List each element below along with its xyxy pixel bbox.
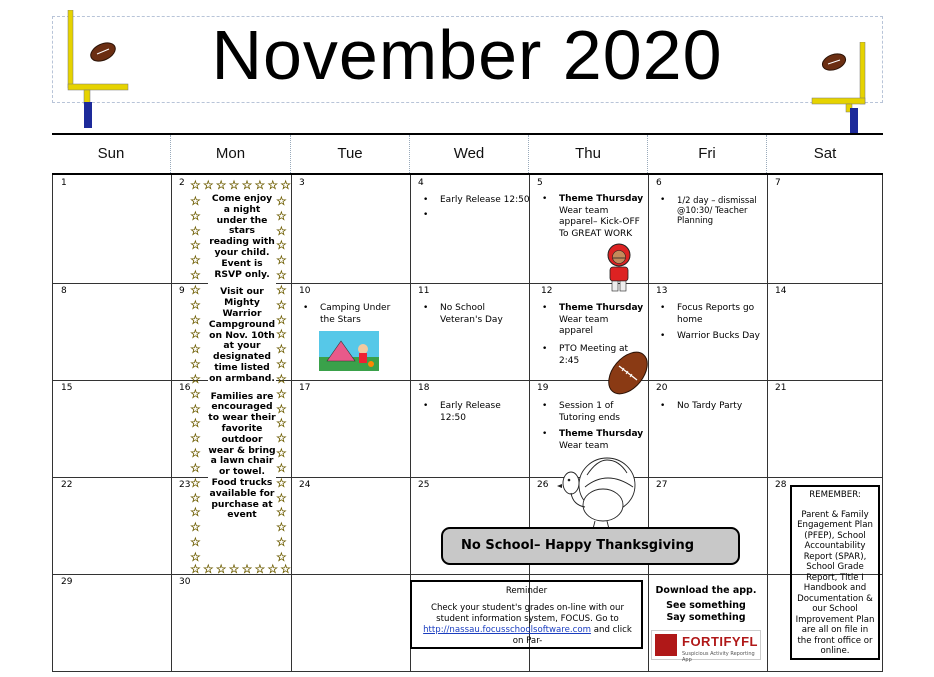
football-player-icon — [603, 241, 636, 296]
day-number: 18 — [418, 383, 430, 393]
event-thu-12: • Theme Thursday Wear team apparel — [542, 303, 644, 336]
remember-title: REMEMBER: — [809, 490, 861, 500]
day-cell[interactable] — [767, 283, 883, 381]
star-icon: ☆ — [190, 223, 201, 238]
event-thu-5: • Theme Thursday Wear team apparel– Kick-OFF To GREAT WORK — [542, 194, 644, 239]
star-icon: ☆ — [276, 490, 287, 505]
event-wed-4: • Early Release 12:50 — [423, 195, 530, 205]
event-fri-13: • Focus Reports go home — [660, 303, 755, 325]
star-icon: ☆ — [276, 282, 287, 297]
weekday-thu: Thu — [528, 135, 647, 173]
star-icon: ☆ — [228, 562, 240, 576]
weekday-header — [52, 135, 883, 173]
star-icon: ☆ — [190, 342, 201, 357]
star-icon: ☆ — [190, 194, 201, 208]
day-number: 23 — [179, 480, 191, 490]
campout-text: Come enjoy a night under the stars reading with your child. Event is RSVP only. — [209, 193, 275, 280]
day-number: 14 — [775, 286, 787, 296]
star-icon: ☆ — [276, 416, 287, 431]
star-icon: ☆ — [276, 431, 287, 446]
star-icon: ☆ — [190, 520, 201, 535]
star-icon: ☆ — [276, 371, 287, 386]
star-icon: ☆ — [276, 208, 287, 223]
day-number: 4 — [418, 178, 424, 188]
day-number: 30 — [179, 577, 191, 587]
star-icon: ☆ — [276, 312, 287, 327]
football-icon — [88, 39, 118, 64]
day-number: 29 — [61, 577, 73, 587]
star-icon: ☆ — [276, 253, 287, 268]
star-icon: ☆ — [215, 562, 227, 576]
star-icon: ☆ — [241, 562, 253, 576]
event-fri-6: • 1/2 day – dismissal @10:30/ Teacher Planning — [660, 195, 757, 225]
day-cell[interactable] — [53, 380, 172, 478]
focus-link[interactable]: http://nassau.focusschoolsoftware.com — [423, 625, 592, 635]
star-icon: ☆ — [190, 562, 201, 576]
day-number: 17 — [299, 383, 311, 393]
star-icon: ☆ — [190, 178, 201, 192]
thanksgiving-banner: No School– Happy Thanksgiving — [441, 527, 740, 565]
day-cell[interactable] — [648, 175, 768, 284]
day-number: 25 — [418, 480, 430, 490]
star-icon: ☆ — [190, 535, 201, 550]
football-icon — [820, 51, 848, 73]
event-fri-13-bucks: • Warrior Bucks Day — [660, 331, 761, 341]
day-cell[interactable] — [648, 380, 768, 478]
star-icon: ☆ — [190, 446, 201, 461]
star-icon: ☆ — [190, 416, 201, 431]
weekday-sat: Sat — [766, 135, 883, 173]
star-icon: ☆ — [276, 520, 287, 535]
remember-body: Parent & Family Engagement Plan (PFEP), School Accountability Report (SPAR), School Grade Report, Title I Handbook and Documentation & our School Improvement Plan are all on file in the front office or online. — [795, 509, 875, 656]
day-number: 7 — [775, 178, 781, 188]
star-icon: ☆ — [254, 178, 266, 192]
reminder-box — [410, 580, 643, 649]
star-icon: ☆ — [276, 401, 287, 416]
star-icon: ☆ — [276, 386, 287, 401]
football-icon — [606, 346, 650, 400]
star-column — [276, 194, 290, 564]
day-number: 28 — [775, 480, 787, 490]
star-icon: ☆ — [190, 327, 201, 342]
day-number: 12 — [541, 286, 553, 296]
day-number: 10 — [299, 286, 311, 296]
star-icon: ☆ — [190, 371, 201, 386]
star-icon: ☆ — [276, 505, 287, 520]
day-cell[interactable] — [291, 380, 411, 478]
star-icon: ☆ — [276, 223, 287, 238]
day-number: 2 — [179, 178, 185, 188]
empty-cell — [291, 574, 411, 672]
day-number: 3 — [299, 178, 305, 188]
event-fri-20: • No Tardy Party — [660, 401, 743, 411]
fortify-subtitle: Suspicious Activity Reporting App — [682, 651, 755, 663]
day-cell[interactable] — [767, 380, 883, 478]
star-icon: ☆ — [276, 475, 287, 490]
day-number: 5 — [537, 178, 543, 188]
day-cell[interactable] — [53, 574, 172, 672]
goalpost-icon — [806, 42, 868, 134]
star-icon: ☆ — [215, 178, 227, 192]
day-cell[interactable] — [53, 477, 172, 575]
turkey-icon — [557, 455, 637, 530]
star-icon: ☆ — [254, 562, 266, 576]
star-icon: ☆ — [276, 342, 287, 357]
star-icon: ☆ — [202, 562, 214, 576]
campout-text: Families are encouraged to wear their favorite outdoor wear & bring a lawn chair or towel. Food trucks available for purchase at event — [208, 390, 276, 521]
day-cell[interactable] — [291, 477, 411, 575]
day-number: 16 — [179, 383, 191, 393]
star-icon: ☆ — [276, 327, 287, 342]
star-icon: ☆ — [190, 238, 201, 253]
day-number: 19 — [537, 383, 549, 393]
star-border-event — [190, 176, 291, 576]
star-icon: ☆ — [276, 297, 287, 312]
star-icon: ☆ — [228, 178, 240, 192]
star-icon: ☆ — [276, 357, 287, 372]
star-row — [190, 562, 291, 576]
weekday-sun: Sun — [97, 145, 125, 162]
star-icon: ☆ — [267, 178, 279, 192]
day-number: 24 — [299, 480, 311, 490]
day-cell[interactable] — [291, 175, 411, 284]
star-icon: ☆ — [267, 562, 279, 576]
star-row — [190, 178, 291, 192]
star-icon: ☆ — [190, 490, 201, 505]
campout-text: Visit our Mighty Warrior Campground on Nov. 10th at your designated time listed on armband. — [208, 286, 276, 384]
star-icon: ☆ — [190, 431, 201, 446]
event-thu-19-theme: • Theme Thursday Wear team — [542, 429, 644, 451]
star-icon: ☆ — [276, 549, 287, 564]
day-number: 15 — [61, 383, 73, 393]
fortify-brand: FORTIFYFL — [682, 634, 758, 649]
day-cell[interactable] — [410, 283, 530, 381]
star-icon: ☆ — [190, 505, 201, 520]
download-line: See something — [666, 600, 746, 611]
reminder-text: and click on Par- — [512, 625, 632, 646]
weekday-tue: Tue — [290, 135, 409, 173]
star-icon: ☆ — [190, 460, 201, 475]
campout-description — [208, 194, 276, 528]
star-icon: ☆ — [190, 312, 201, 327]
day-number: 22 — [61, 480, 73, 490]
star-icon: ☆ — [276, 446, 287, 461]
remember-box — [790, 485, 880, 660]
event-thu-19: • Session 1 of Tutoring ends — [542, 401, 620, 423]
day-number: 11 — [418, 286, 430, 296]
day-number: 6 — [656, 178, 662, 188]
weekday-mon: Mon — [170, 135, 290, 173]
day-number: 27 — [656, 480, 668, 490]
day-number: 21 — [775, 383, 787, 393]
event-thu-12-pto: • PTO Meeting at 2:45 — [542, 344, 629, 366]
day-number: 13 — [656, 286, 668, 296]
star-icon: ☆ — [280, 178, 291, 192]
star-icon: ☆ — [190, 401, 201, 416]
day-cell[interactable] — [53, 283, 172, 381]
reminder-body — [412, 597, 641, 647]
star-icon: ☆ — [190, 386, 201, 401]
star-icon: ☆ — [190, 208, 201, 223]
day-number: 20 — [656, 383, 668, 393]
event-wed-18: • Early Release 12:50 — [423, 401, 501, 423]
star-icon: ☆ — [190, 268, 201, 283]
star-icon: ☆ — [202, 178, 214, 192]
download-app-notice — [647, 585, 765, 624]
star-icon: ☆ — [190, 549, 201, 564]
reminder-text: Check your student's grades on-line with our student information system, FOCUS. Go to — [430, 603, 625, 624]
star-icon: ☆ — [190, 253, 201, 268]
star-icon: ☆ — [276, 194, 287, 208]
day-number: 9 — [179, 286, 185, 296]
star-icon: ☆ — [190, 475, 201, 490]
fortify-logo-icon — [655, 634, 677, 656]
day-number: 8 — [61, 286, 67, 296]
fortify-app-badge[interactable] — [651, 630, 761, 663]
event-wed-11: • No School Veteran's Day — [423, 303, 503, 325]
weekday-fri: Fri — [647, 135, 766, 173]
download-line: Say something — [666, 612, 746, 623]
weekday-wed: Wed — [409, 135, 528, 173]
day-cell[interactable] — [53, 175, 172, 284]
star-icon: ☆ — [276, 535, 287, 550]
star-icon: ☆ — [280, 562, 291, 576]
camping-icon — [319, 331, 379, 371]
day-cell[interactable] — [410, 380, 530, 478]
star-icon: ☆ — [190, 297, 201, 312]
star-icon: ☆ — [241, 178, 253, 192]
star-icon: ☆ — [276, 460, 287, 475]
star-icon: ☆ — [190, 357, 201, 372]
goalpost-icon — [62, 10, 132, 128]
star-icon: ☆ — [276, 238, 287, 253]
reminder-title: Reminder — [505, 586, 548, 596]
day-cell[interactable] — [171, 574, 292, 672]
star-icon: ☆ — [190, 282, 201, 297]
event-tue-10: • Camping Under the Stars — [303, 303, 391, 325]
day-number: 26 — [537, 480, 549, 490]
day-number: 1 — [61, 178, 67, 188]
day-cell[interactable] — [410, 175, 530, 284]
star-column — [190, 194, 204, 564]
page-title: November 2020 — [211, 16, 723, 94]
download-line: Download the app. — [655, 585, 757, 596]
day-cell[interactable] — [767, 175, 883, 284]
star-icon: ☆ — [276, 268, 287, 283]
